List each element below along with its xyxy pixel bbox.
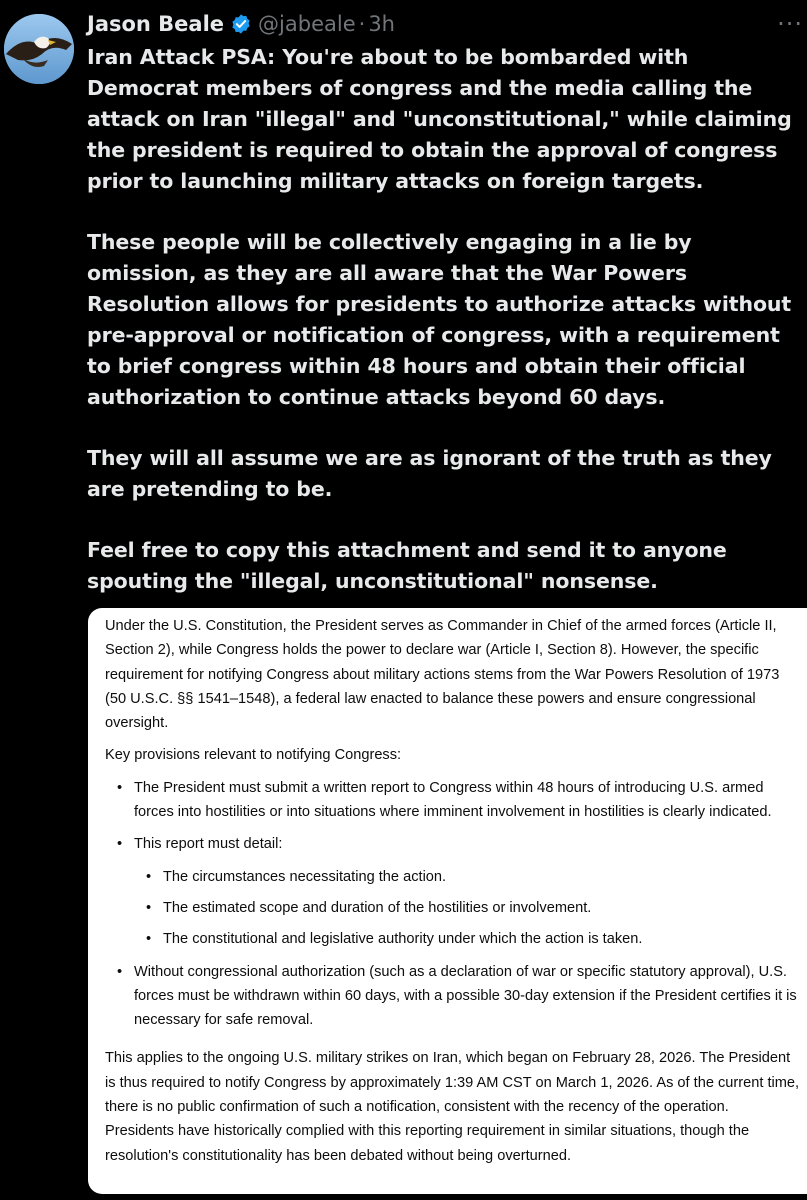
list-item-text: The circumstances necessitating the action. <box>163 868 447 885</box>
attachment-closing: This applies to the ongoing U.S. military strikes on Iran, which began on February 28, 2026. The President is thus required to notify Congress by approximately 1:39 AM CST on March 1, 2026. As of the current time, there is no public confirmation of such a notification, consistent with the recency of the operation. Presidents have historically complied with this reporting requirement in similar situations, though the resolution's constitutionality has been debated without being overturned. <box>105 1050 800 1164</box>
provisions-list <box>105 776 807 1033</box>
list-item <box>105 776 807 825</box>
bullet: • <box>117 836 123 853</box>
tweet-paragraph: Iran Attack PSA: You're about to be bombarded with Democrat members of congress and the media calling the attack on Iran "illegal" and "unconstitutional," while claiming the president is required to obtain the approval of congress prior to launching military attacks on foreign targets. <box>87 45 792 193</box>
bullet: • <box>146 931 152 948</box>
list-item <box>105 832 807 951</box>
bullet: • <box>146 868 152 885</box>
tweet-text <box>87 42 805 627</box>
author-name[interactable]: Jason Beale <box>87 12 225 36</box>
list-item <box>134 865 807 889</box>
tweet-paragraph: They will all assume we are as ignorant of the truth as they are pretending to be. <box>87 446 772 501</box>
list-item <box>134 927 807 951</box>
list-item-text: The constitutional and legislative authority under which the action is taken. <box>163 931 643 948</box>
tweet-paragraph: These people will be collectively engaging in a lie by omission, as they are all aware that the War Powers Resolution allows for presidents to authorize attacks without pre-approval or notification of congress, with a requirement to brief congress within 48 hours and obtain their official authorization to continue attacks beyond 60 days. <box>87 230 792 409</box>
report-details-list <box>134 865 807 952</box>
more-options-icon[interactable]: ··· <box>777 10 803 38</box>
list-item <box>105 960 807 1033</box>
eagle-avatar-image <box>4 14 74 84</box>
verified-badge-icon <box>230 13 252 35</box>
list-item-text: The estimated scope and duration of the hostilities or involvement. <box>163 899 592 916</box>
provisions-heading: Key provisions relevant to notifying Congress: <box>105 747 402 764</box>
post-time[interactable]: 3h <box>368 12 395 36</box>
list-item-text: This report must detail: <box>134 836 283 853</box>
tweet-paragraph: Feel free to copy this attachment and send it to anyone spouting the "illegal, unconstitutional" nonsense. <box>87 538 727 593</box>
bullet: • <box>117 963 123 980</box>
list-item-text: The President must submit a written report to Congress within 48 hours of introducing U.S. armed forces into hostilities or into situations where imminent involvement in hostilities is clearly indicated. <box>134 779 772 821</box>
attachment-intro: Under the U.S. Constitution, the President serves as Commander in Chief of the armed forces (Article II, Section 2), while Congress holds the power to declare war (Article I, Section 8). However, the specific requirement for notifying Congress about military actions stems from the War Powers Resolution of 1973 (50 U.S.C. §§ 1541–1548), a federal law enacted to balance these powers and ensure congressional oversight. <box>105 618 780 732</box>
attachment-image[interactable] <box>88 608 807 1194</box>
author-handle[interactable]: @jabeale <box>258 12 356 36</box>
list-item <box>134 896 807 920</box>
bullet: • <box>146 899 152 916</box>
header-separator: · <box>358 12 366 36</box>
bullet: • <box>117 779 123 796</box>
tweet-header <box>87 8 395 40</box>
list-item-text: Without congressional authorization (such as a declaration of war or specific statutory approval), U.S. forces must be withdrawn within 60 days, with a possible 30-day extension if the President certifies it is necessary for safe removal. <box>134 963 797 1029</box>
avatar[interactable] <box>4 14 74 84</box>
